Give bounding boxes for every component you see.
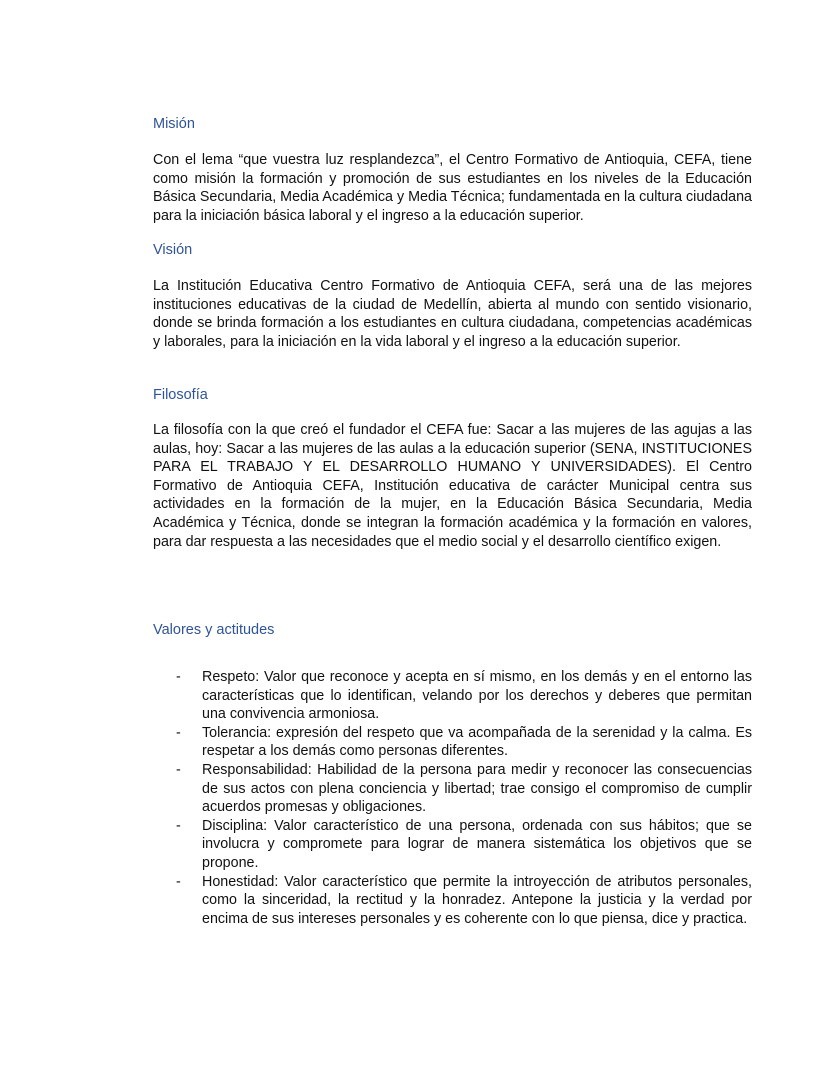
filosofia-paragraph: La filosofía con la que creó el fundador el CEFA fue: Sacar a las mujeres de las agujas a las aulas, hoy: Sacar a las mujeres de las aulas a la educación superior (SENA, INSTITUCIONES PARA EL TRABAJO Y EL DESARROLLO HUMANO Y UNIVERSIDADES). El Centro Formativo de Antioquia CEFA, Institución educativa de carácter Municipal centra sus actividades en la formación de la mujer, en la Educación Básica Secundaria, Media Académica y Técnica, donde se integran la formación académica y la formación en valores, para dar respuesta a las necesidades que el medio social y el desarrollo científico exigen. — [153, 422, 752, 550]
valores-list — [153, 668, 752, 928]
valores-list-item — [153, 817, 752, 873]
valor-honestidad: Honestidad: Valor característico que permite la introyección de atributos personales, como la sinceridad, la rectitud y la honradez. Antepone la justicia y la verdad por encima de sus intereses personales y es coherente con lo que piensa, dice y practica. — [202, 873, 752, 927]
mision-paragraph: Con el lema “que vuestra luz resplandezca”, el Centro Formativo de Antioquia, CEFA, tiene como misión la formación y promoción de sus estudiantes en los niveles de la Educación Básica Secundaria, Media Académica y Media Técnica; fundamentada en la cultura ciudadana para la iniciación básica laboral y el ingreso a la educación superior. — [153, 152, 752, 224]
bullet-dash: - — [176, 873, 181, 890]
mision-heading: Misión — [153, 116, 195, 132]
valores-list-item — [153, 873, 752, 929]
valores-heading: Valores y actitudes — [153, 622, 275, 638]
valores-list-item — [153, 761, 752, 817]
valores-list-item — [153, 668, 752, 724]
vision-heading: Visión — [153, 242, 193, 258]
bullet-dash: - — [176, 761, 181, 778]
valor-tolerancia: Tolerancia: expresión del respeto que va acompañada de la serenidad y la calma. Es respetar a los demás como personas diferentes. — [202, 724, 752, 760]
valor-disciplina: Disciplina: Valor característico de una persona, ordenada con sus hábitos; que se involucra y compromete para lograr de manera sistemática los objetivos que se propone. — [202, 817, 752, 871]
filosofia-heading: Filosofía — [153, 387, 208, 403]
bullet-dash: - — [176, 724, 181, 741]
valor-respeto: Respeto: Valor que reconoce y acepta en sí mismo, en los demás y en el entorno las características que lo identifican, velando por los derechos y deberes que permitan una convivencia armoniosa. — [202, 669, 752, 723]
valor-responsabilidad: Responsabilidad: Habilidad de la persona para medir y reconocer las consecuencias de sus actos con plena conciencia y libertad; trae consigo el compromiso de cumplir acuerdos promesas y obligaciones. — [202, 761, 752, 816]
valores-list-item — [153, 724, 752, 761]
bullet-dash: - — [176, 669, 181, 685]
bullet-dash: - — [176, 817, 181, 834]
vision-paragraph: La Institución Educativa Centro Formativo de Antioquia CEFA, será una de las mejores instituciones educativas de la ciudad de Medellín, abierta al mundo con sentido visionario, donde se brinda formación a los estudiantes en cultura ciudadana, competencias académicas y laborales, para la iniciación en la vida laboral y el ingreso a la educación superior. — [153, 278, 752, 350]
